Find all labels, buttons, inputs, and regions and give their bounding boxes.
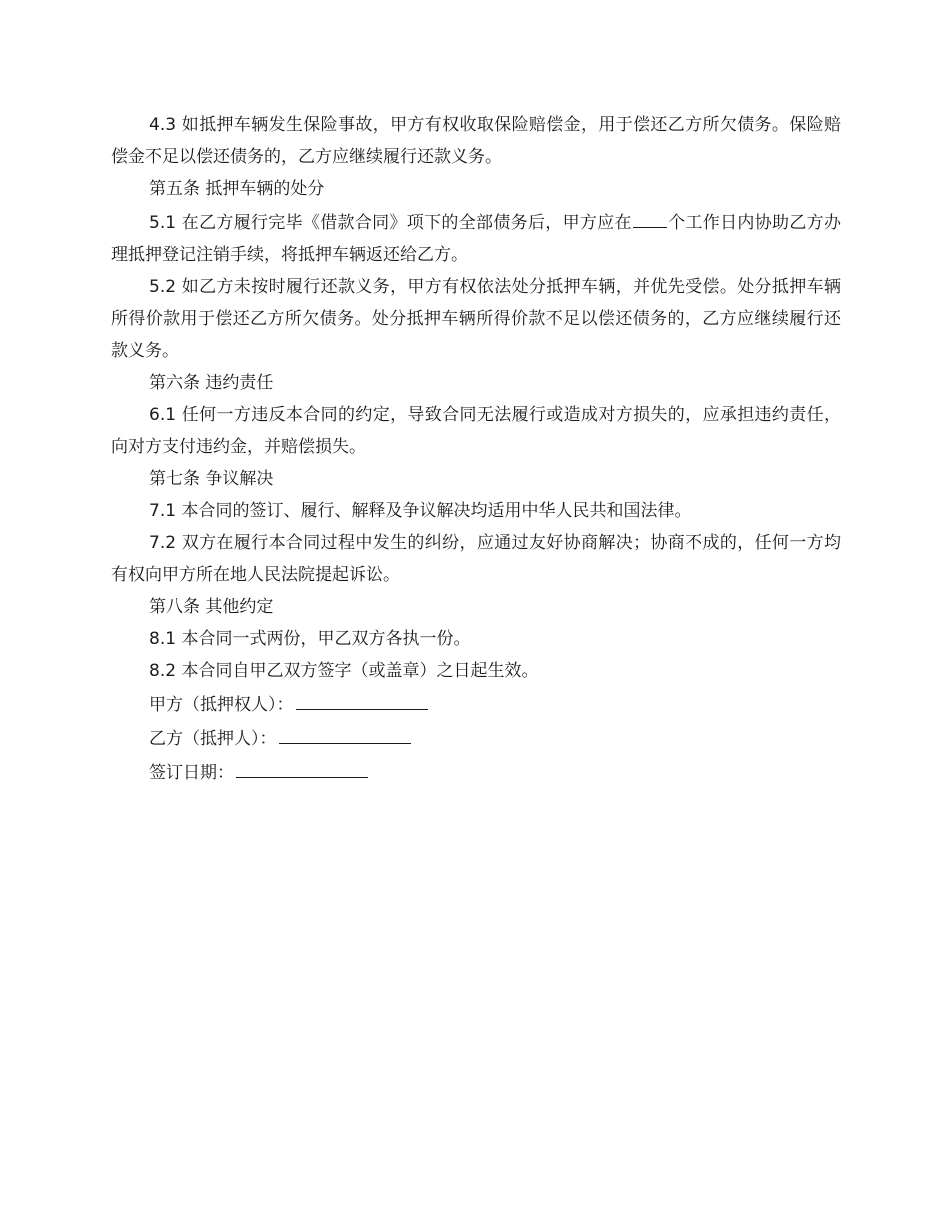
party-a-signature-line: [296, 687, 428, 710]
party-b-signature-line: [279, 721, 411, 744]
clause-7-1: 7.1 本合同的签订、履行、解释及争议解决均适用中华人民共和国法律。: [149, 501, 692, 521]
clause-4-3: 4.3 如抵押车辆发生保险事故，甲方有权收取保险赔偿金，用于偿还乙方所欠债务。保险赔偿金不足以偿还债务的，乙方应继续履行还款义务。: [111, 115, 841, 167]
party-a-label: 甲方（抵押权人）：: [149, 695, 294, 715]
signature-party-b: [111, 721, 841, 755]
clause-5-2: 5.2 如乙方未按时履行还款义务，甲方有权依法处分抵押车辆，并优先受偿。处分抵押车辆所得价款用于偿还乙方所欠债务。处分抵押车辆所得价款不足以偿还债务的，乙方应继续履行还款义务。: [111, 277, 841, 361]
article-6-heading: 第六条 违约责任: [149, 373, 274, 393]
article-8-heading: 第八条 其他约定: [149, 597, 274, 617]
signing-date: [111, 755, 841, 789]
clause-8-1: 8.1 本合同一式两份，甲乙双方各执一份。: [149, 629, 471, 649]
working-days-blank: [633, 205, 667, 228]
clause-8-2: 8.2 本合同自甲乙双方签字（或盖章）之日起生效。: [149, 661, 539, 681]
contract-body: [111, 109, 841, 789]
signing-date-label: 签订日期：: [149, 763, 234, 783]
signature-party-a: [111, 687, 841, 721]
signing-date-line: [236, 755, 368, 778]
article-5-heading: 第五条 抵押车辆的处分: [149, 179, 325, 199]
clause-7-2: 7.2 双方在履行本合同过程中发生的纠纷，应通过友好协商解决；协商不成的，任何一方均有权向甲方所在地人民法院提起诉讼。: [111, 533, 841, 585]
party-b-label: 乙方（抵押人）：: [149, 729, 277, 749]
article-7-heading: 第七条 争议解决: [149, 469, 274, 489]
clause-5-1: [111, 205, 841, 271]
clause-5-1-text-after: 个工作日内协助乙方办理抵押登记注销手续，将抵押车辆返还给乙方。: [111, 213, 841, 265]
clause-6-1: 6.1 任何一方违反本合同的约定，导致合同无法履行或造成对方损失的，应承担违约责任，向对方支付违约金，并赔偿损失。: [111, 405, 841, 457]
clause-5-1-text-before: 5.1 在乙方履行完毕《借款合同》项下的全部债务后，甲方应在: [149, 213, 632, 233]
